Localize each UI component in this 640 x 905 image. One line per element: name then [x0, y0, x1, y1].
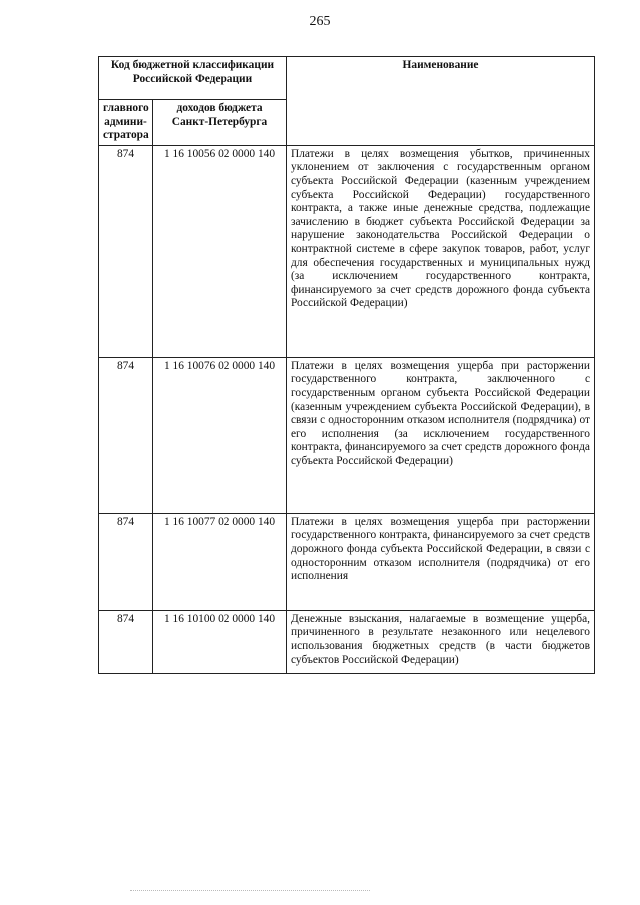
income-code-cell: 1 16 10077 02 0000 140	[153, 513, 287, 610]
name-cell: Платежи в целях возмещения ущерба при расторжении государственного контракта, финансируемого за счет средств дорожного фонда субъекта Российской Федерации, в связи с односторонним отказом исполнителя (подрядчика) от его исполнения	[287, 513, 595, 610]
kbk-group-header: Код бюджетной классификации Российской Федерации	[99, 57, 287, 100]
table-row	[99, 145, 595, 357]
income-code-cell: 1 16 10076 02 0000 140	[153, 357, 287, 513]
name-cell: Платежи в целях возмещения ущерба при расторжении государственного контракта, заключенного с государственным органом субъекта Российской Федерации (казенным учреждением субъекта Российской Федерации), в связи с односторонним отказом исполнителя (подрядчика) от его исполнения (за исключением государственного контракта, финансируемого за счет средств дорожного фонда субъекта Российской Федерации)	[287, 357, 595, 513]
page-number: 265	[309, 14, 331, 29]
admin-code-cell: 874	[99, 357, 153, 513]
admin-code-cell: 874	[99, 145, 153, 357]
budget-classification-table	[98, 56, 595, 674]
table-row	[99, 357, 595, 513]
income-code-cell: 1 16 10100 02 0000 140	[153, 610, 287, 673]
table-row	[99, 610, 595, 673]
name-cell: Денежные взыскания, налагаемые в возмещение ущерба, причиненного в результате незаконного или нецелевого использования бюджетных средств (в части бюджетов субъектов Российской Федерации)	[287, 610, 595, 673]
admin-column-header: главного админи-стратора	[99, 100, 153, 146]
income-code-cell: 1 16 10056 02 0000 140	[153, 145, 287, 357]
income-column-header: доходов бюджета Санкт-Петербурга	[153, 100, 287, 146]
admin-code-cell: 874	[99, 610, 153, 673]
admin-code-cell: 874	[99, 513, 153, 610]
scan-artifact-divider	[130, 890, 370, 894]
name-column-header: Наименование	[287, 57, 595, 146]
table-row	[99, 513, 595, 610]
name-cell: Платежи в целях возмещения убытков, причиненных уклонением от заключения с государственным органом субъекта Российской Федерации (казенным учреждением субъекта Российской Федерации) государственного контракта, а также иные денежные средства, подлежащие зачислению в бюджет субъекта Российской Федерации за нарушение законодательства Российской Федерации о контрактной системе в сфере закупок товаров, работ, услуг для обеспечения государственных и муниципальных нужд (за исключением государственного контракта, финансируемого за счет средств дорожного фонда субъекта Российской Федерации)	[287, 145, 595, 357]
